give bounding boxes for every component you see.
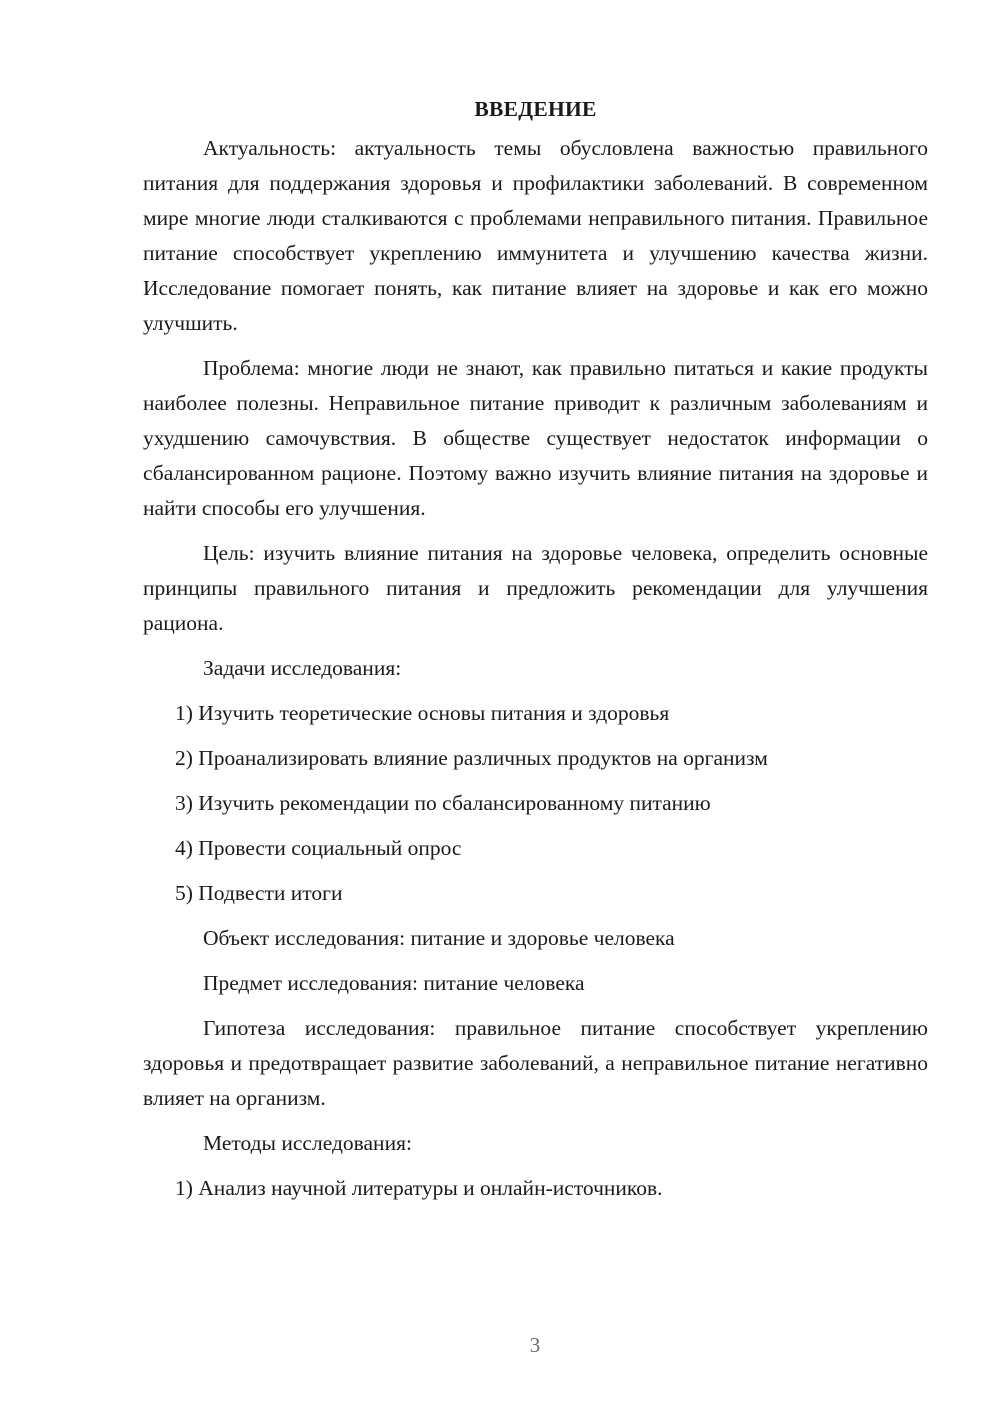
page-number: 3 bbox=[529, 1333, 541, 1357]
hypothesis-paragraph: Гипотеза исследования: правильное питание способствует укреплению здоровья и предотвращает развитие заболеваний, а неправильное питание негативно влияет на организм. bbox=[143, 1016, 928, 1110]
task-item-4: 4) Провести социальный опрос bbox=[175, 836, 462, 860]
task-item-3: 3) Изучить рекомендации по сбалансированному питанию bbox=[175, 791, 711, 815]
research-object: Объект исследования: питание и здоровье человека bbox=[203, 926, 675, 950]
goal-paragraph: Цель: изучить влияние питания на здоровье человека, определить основные принципы правильного питания и предложить рекомендации для улучшения рациона. bbox=[143, 541, 928, 635]
section-heading: ВВЕДЕНИЕ bbox=[474, 97, 597, 121]
method-item-1: 1) Анализ научной литературы и онлайн-источников. bbox=[175, 1176, 663, 1200]
task-item-1: 1) Изучить теоретические основы питания и здоровья bbox=[175, 701, 670, 725]
methods-title: Методы исследования: bbox=[203, 1131, 412, 1155]
document-page bbox=[143, 92, 928, 1216]
task-item-2: 2) Проанализировать влияние различных продуктов на организм bbox=[175, 746, 768, 770]
task-item-5: 5) Подвести итоги bbox=[175, 881, 343, 905]
problem-paragraph: Проблема: многие люди не знают, как правильно питаться и какие продукты наиболее полезны. Неправильное питание приводит к различным заболеваниям и ухудшению самочувствия. В обществе существует недостаток информации о сбалансированном рационе. Поэтому важно изучить влияние питания на здоровье и найти способы его улучшения. bbox=[143, 356, 928, 520]
research-subject: Предмет исследования: питание человека bbox=[203, 971, 585, 995]
tasks-title: Задачи исследования: bbox=[203, 656, 402, 680]
relevance-paragraph: Актуальность: актуальность темы обусловлена важностью правильного питания для поддержания здоровья и профилактики заболеваний. В современном мире многие люди сталкиваются с проблемами неправильного питания. Правильное питание способствует укреплению иммунитета и улучшению качества жизни. Исследование помогает понять, как питание влияет на здоровье и как его можно улучшить. bbox=[143, 136, 928, 335]
